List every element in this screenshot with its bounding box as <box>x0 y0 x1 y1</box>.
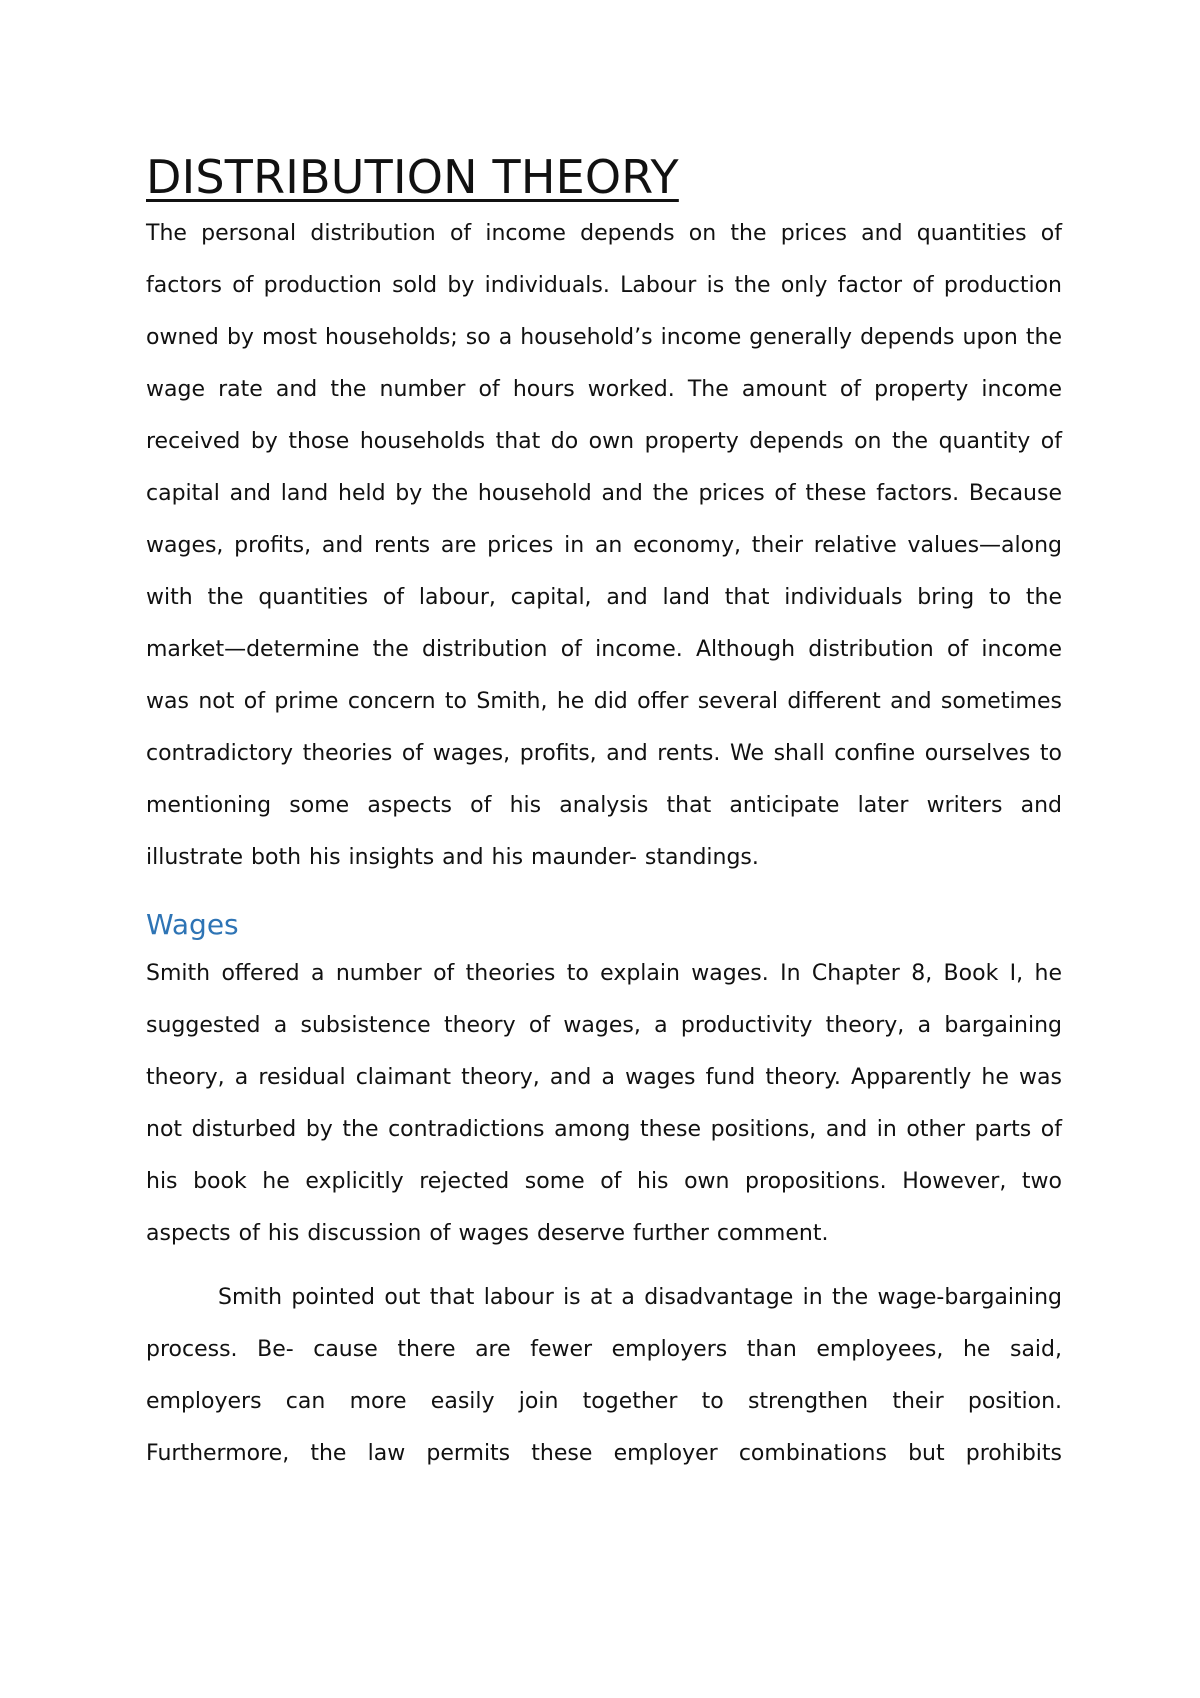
intro-paragraph: The personal distribution of income depends on the prices and quantities of factors of production sold by individuals. Labour is the only factor of production owned by most households; so a household’s income generally depends upon the wage rate and the number of hours worked. The amount of property income received by those households that do own property depends on the quantity of capital and land held by the household and the prices of these factors. Because wages, profits, and rents are prices in an economy, their relative values—along with the quantities of labour, capital, and land that individuals bring to the market—determine the distribution of income. Although distribution of income was not of prime concern to Smith, he did offer several different and sometimes contradictory theories of wages, profits, and rents. We shall confine ourselves to mentioning some aspects of his analysis that anticipate later writers and illustrate both his insights and his maunder- standings. <box>146 221 1062 870</box>
wages-paragraph-2: Smith pointed out that labour is at a disadvantage in the wage-bargaining process. Be- cause there are fewer employers than employees, he said, employers can more easily join together to strengthen their position. Furthermore, the law permits these employer combinations but prohibits <box>146 1285 1062 1466</box>
document-body <box>146 146 1062 1480</box>
document-title: DISTRIBUTION THEORY <box>146 150 679 204</box>
wages-paragraph-1: Smith offered a number of theories to explain wages. In Chapter 8, Book I, he suggested a subsistence theory of wages, a productivity theory, a bargaining theory, a residual claimant theory, and a wages fund theory. Apparently he was not disturbed by the contradictions among these positions, and in other parts of his book he explicitly rejected some of his own propositions. However, two aspects of his discussion of wages deserve further comment. <box>146 961 1062 1246</box>
section-heading-wages: Wages <box>146 908 239 941</box>
